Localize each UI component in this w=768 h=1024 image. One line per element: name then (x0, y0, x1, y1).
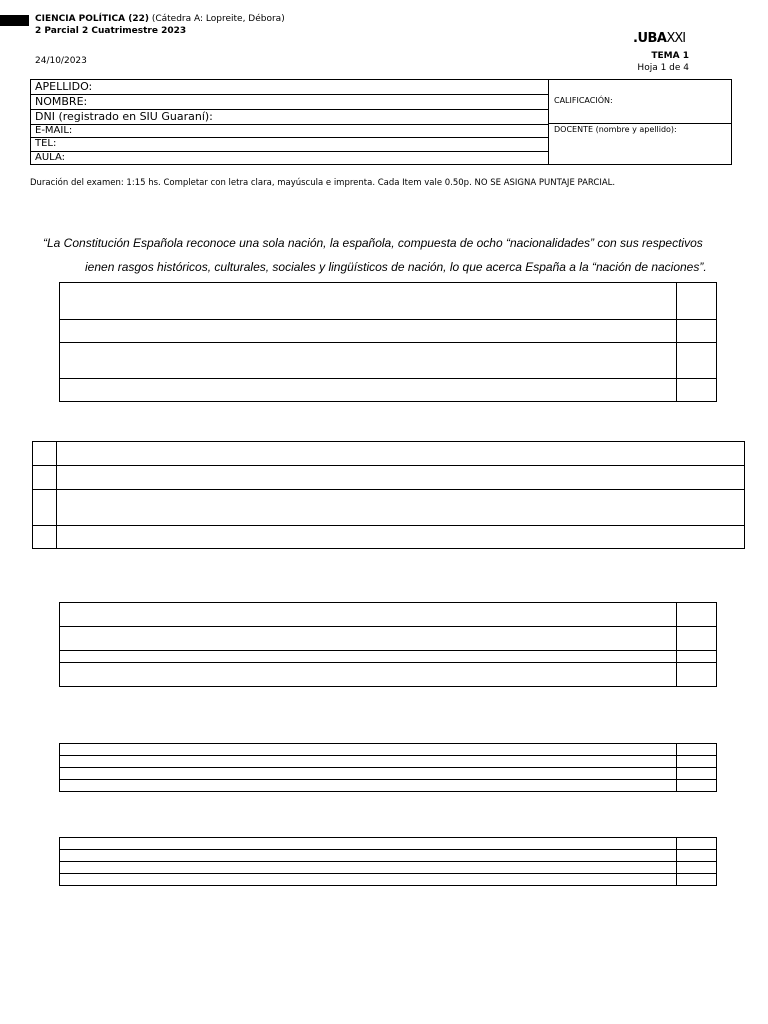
grid-row-divider (60, 779, 716, 780)
answer-grid-2 (32, 441, 745, 549)
exam-date: 24/10/2023 (35, 56, 87, 66)
apellido-field[interactable] (31, 80, 548, 95)
grid-answer-column (676, 283, 677, 401)
answer-grid-5 (59, 837, 717, 886)
grid-row-divider (60, 849, 716, 850)
calificacion-label: CALIFICACIÓN: (554, 96, 613, 105)
grid-row-divider (60, 626, 716, 627)
grid-row-divider (33, 489, 744, 490)
apellido-label: APELLIDO: (35, 80, 93, 93)
aula-field[interactable] (31, 152, 548, 164)
answer-grid-1 (59, 282, 717, 402)
email-field[interactable] (31, 125, 548, 138)
hoja-label: Hoja 1 de 4 (637, 63, 689, 73)
grid-row-divider (60, 650, 716, 651)
course-title (35, 13, 285, 25)
chair-name: (Cátedra A: Lopreite, Débora) (148, 14, 285, 24)
grid-row-divider (33, 525, 744, 526)
tel-label: TEL: (35, 138, 57, 149)
calificacion-cell (548, 80, 731, 124)
grid-answer-column (676, 603, 677, 686)
grid-row-divider (60, 767, 716, 768)
quote-line-2: ienen rasgos históricos, culturales, sociales y lingüísticos de nación, lo que acerca España a la “nación de naciones”. (85, 260, 707, 274)
email-label: E-MAIL: (35, 125, 73, 136)
aula-label: AULA: (35, 152, 65, 163)
grid-answer-column (676, 744, 677, 791)
logo-main: .UBA (633, 31, 667, 46)
answer-grid-3 (59, 602, 717, 687)
grid-answer-column (56, 442, 57, 548)
grid-answer-column (676, 838, 677, 885)
black-bar (0, 15, 29, 26)
dni-field[interactable] (31, 110, 548, 125)
tema-label: TEMA 1 (651, 51, 689, 61)
student-info-table (30, 79, 732, 165)
logo-suffix: XXI (666, 31, 686, 46)
dni-label: DNI (registrado en SIU Guaraní): (35, 110, 213, 123)
quote-line-1: “La Constitución Española reconoce una sola nación, la española, compuesta de ocho “nacionalidades” con sus respectivos (43, 236, 703, 250)
nombre-label: NOMBRE: (35, 95, 88, 108)
grid-row-divider (60, 873, 716, 874)
uba-logo (633, 31, 685, 46)
grid-row-divider (60, 342, 716, 343)
grid-row-divider (60, 378, 716, 379)
grid-row-divider (60, 861, 716, 862)
student-fields (31, 80, 549, 164)
tel-field[interactable] (31, 138, 548, 152)
grid-row-divider (60, 319, 716, 320)
grid-row-divider (33, 465, 744, 466)
exam-instructions: Duración del examen: 1:15 hs. Completar con letra clara, mayúscula e imprenta. Cada Item vale 0.50p. NO SE ASIGNA PUNTAJE PARCIAL. (30, 178, 616, 188)
exam-title: 2 Parcial 2 Cuatrimestre 2023 (35, 26, 187, 36)
grid-row-divider (60, 755, 716, 756)
docente-label: DOCENTE (nombre y apellido): (554, 125, 677, 134)
grid-row-divider (60, 662, 716, 663)
answer-grid-4 (59, 743, 717, 792)
course-name: CIENCIA POLÍTICA (22) (35, 14, 149, 24)
nombre-field[interactable] (31, 95, 548, 110)
